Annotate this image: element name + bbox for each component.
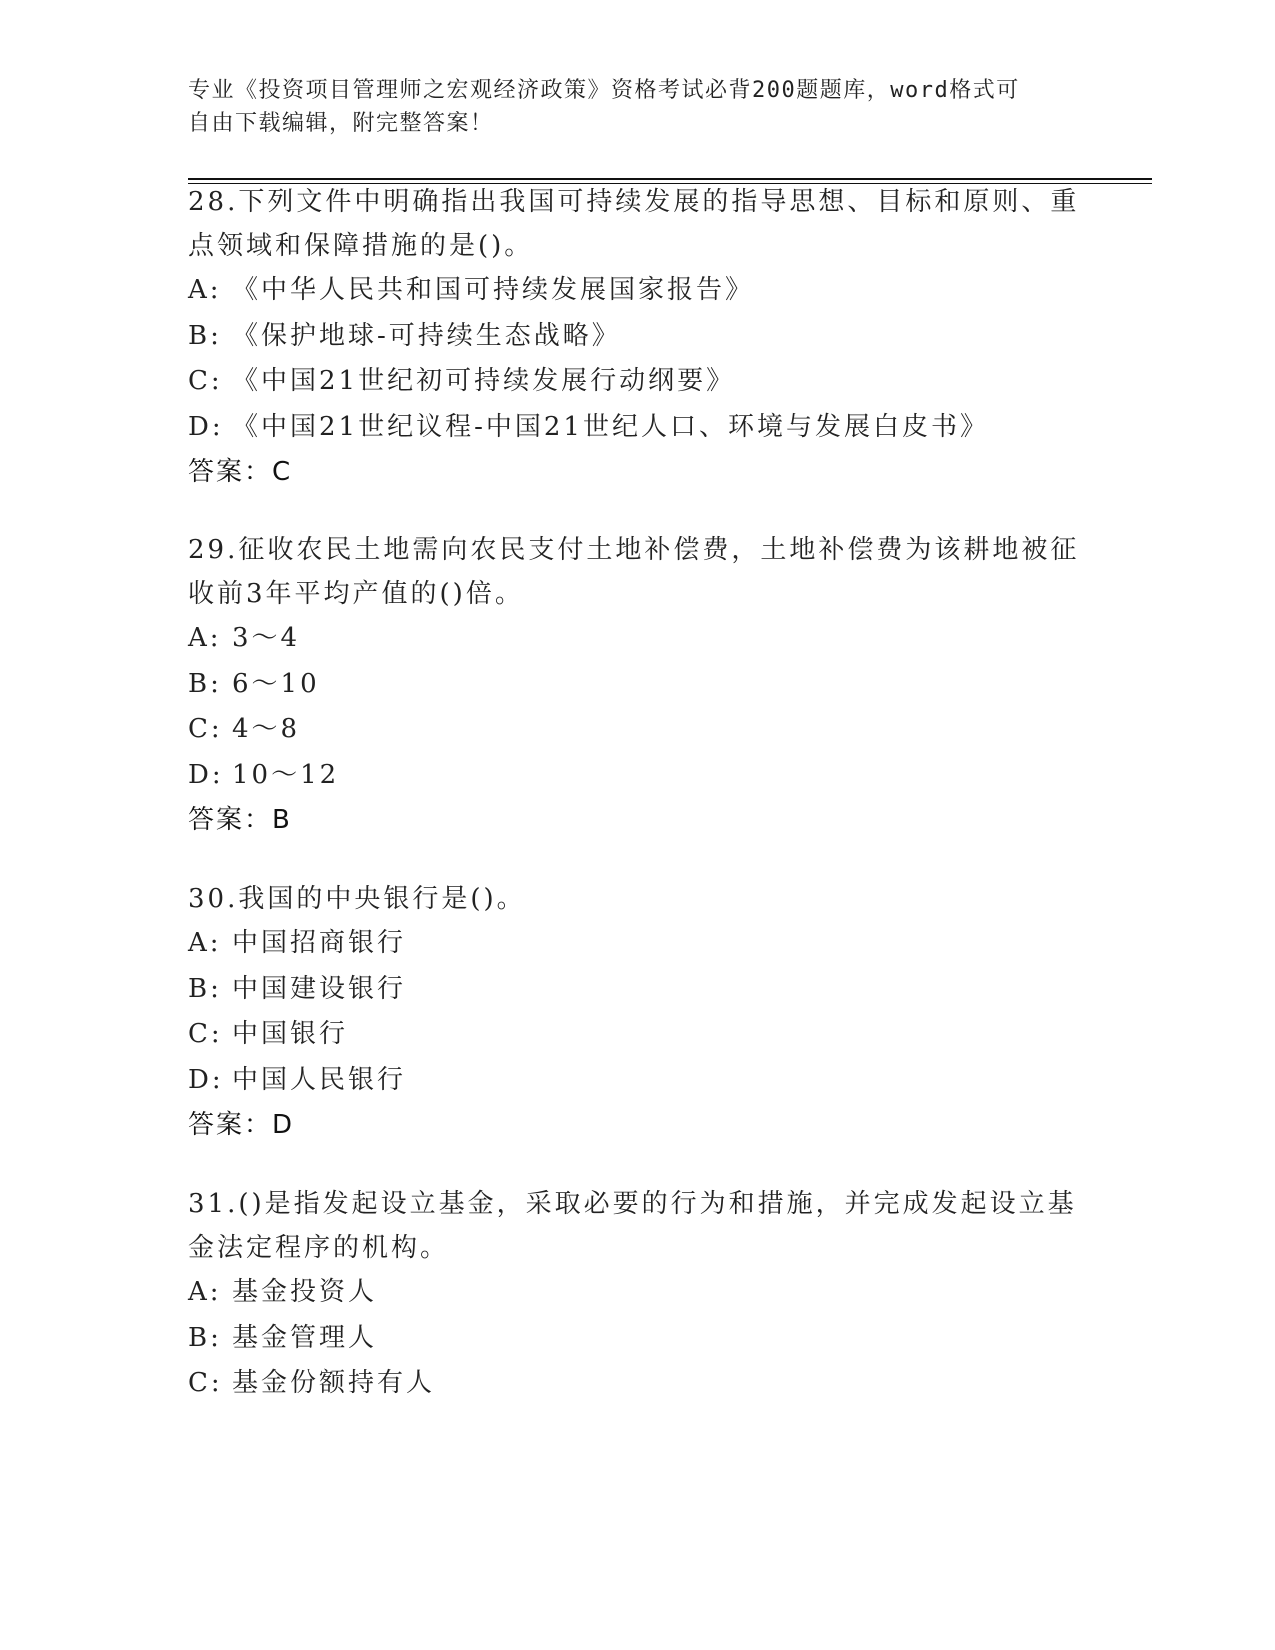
option-c bbox=[188, 1012, 1088, 1058]
option-c bbox=[188, 359, 1088, 405]
option-text: 《中国21世纪初可持续发展行动纲要》 bbox=[232, 366, 736, 396]
option-letter: A: bbox=[188, 928, 222, 958]
option-letter: B: bbox=[188, 973, 222, 1004]
option-text: 4～8 bbox=[232, 714, 301, 744]
option-letter: B: bbox=[188, 1322, 222, 1353]
option-letter: C: bbox=[188, 1368, 223, 1398]
option-b bbox=[188, 1316, 1088, 1362]
option-d bbox=[188, 753, 1088, 799]
answer-line: 答案：D bbox=[188, 1110, 295, 1140]
document-page bbox=[188, 0, 1152, 1650]
option-text: 6～10 bbox=[232, 668, 320, 699]
question-stem: 29.征收农民土地需向农民支付土地补偿费，土地补偿费为该耕地被征收前3年平均产值的()倍。 bbox=[188, 535, 1080, 609]
option-letter: A: bbox=[188, 1277, 222, 1307]
option-a bbox=[188, 1270, 1088, 1316]
option-text: 10～12 bbox=[232, 759, 340, 790]
option-letter: D: bbox=[188, 1064, 224, 1095]
option-text: 基金份额持有人 bbox=[232, 1368, 436, 1398]
option-text: 中国建设银行 bbox=[232, 973, 407, 1004]
question-28 bbox=[188, 180, 1088, 495]
option-text: 《中国21世纪议程-中国21世纪人口、环境与发展白皮书》 bbox=[232, 411, 989, 442]
option-letter: D: bbox=[188, 759, 224, 790]
option-text: 中国人民银行 bbox=[232, 1064, 407, 1095]
question-stem: 31.()是指发起设立基金，采取必要的行为和措施，并完成发起设立基金法定程序的机构。 bbox=[188, 1189, 1077, 1263]
option-text: 《保护地球-可持续生态战略》 bbox=[232, 320, 621, 351]
option-b bbox=[188, 314, 1088, 360]
option-text: 3～4 bbox=[232, 623, 301, 653]
option-letter: D: bbox=[188, 411, 224, 442]
option-c bbox=[188, 707, 1088, 753]
option-text: 基金投资人 bbox=[232, 1277, 378, 1307]
question-30 bbox=[188, 877, 1088, 1148]
option-text: 中国银行 bbox=[232, 1019, 349, 1049]
option-a bbox=[188, 921, 1088, 967]
header-line-1: 专业《投资项目管理师之宏观经济政策》资格考试必背200题题库，word格式可 bbox=[188, 78, 1020, 103]
option-text: 中国招商银行 bbox=[232, 928, 407, 958]
option-text: 《中华人民共和国可持续发展国家报告》 bbox=[232, 275, 755, 305]
option-d bbox=[188, 1058, 1088, 1104]
option-a bbox=[188, 268, 1088, 314]
option-d bbox=[188, 405, 1088, 451]
option-c bbox=[188, 1361, 1088, 1407]
question-29 bbox=[188, 528, 1088, 843]
option-letter: A: bbox=[188, 623, 222, 653]
option-b bbox=[188, 967, 1088, 1013]
option-letter: B: bbox=[188, 320, 222, 351]
option-letter: B: bbox=[188, 668, 222, 699]
answer-line: 答案：B bbox=[188, 805, 292, 835]
document-header bbox=[188, 74, 1088, 140]
option-b bbox=[188, 662, 1088, 708]
question-31 bbox=[188, 1182, 1088, 1407]
option-letter: C: bbox=[188, 366, 223, 396]
option-letter: C: bbox=[188, 714, 223, 744]
option-text: 基金管理人 bbox=[232, 1322, 378, 1353]
question-stem: 30.我国的中央银行是()。 bbox=[188, 884, 526, 914]
header-line-2: 自由下载编辑，附完整答案！ bbox=[188, 111, 494, 136]
answer-line: 答案：C bbox=[188, 457, 293, 487]
option-letter: A: bbox=[188, 275, 222, 305]
option-letter: C: bbox=[188, 1019, 223, 1049]
option-a bbox=[188, 616, 1088, 662]
question-stem: 28.下列文件中明确指出我国可持续发展的指导思想、目标和原则、重点领域和保障措施的是()。 bbox=[188, 187, 1080, 261]
